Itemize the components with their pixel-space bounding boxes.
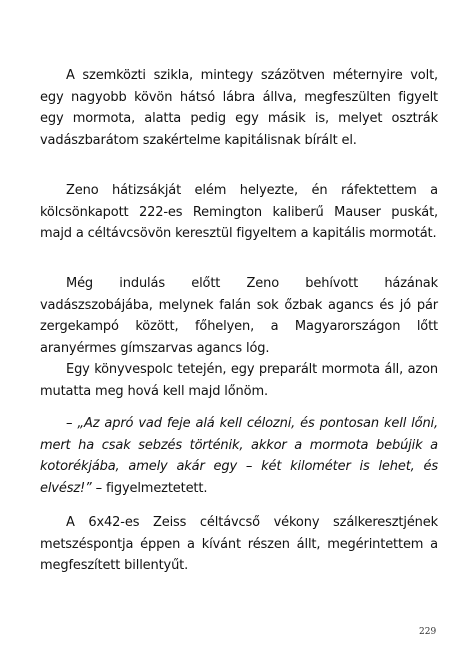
paragraph-1-text [40,65,438,151]
paragraph-5-text: A 6x42-es Zeiss céltávcső vékony szálkeresztjének metszéspontja éppen a kívánt részen állt, megérintettem a megfeszített billentyűt. [40,515,438,574]
paragraph-1 [40,65,438,151]
paragraph-1-line-3: egy mormota, alatta pedig egy másik is, melyet osztrák [40,111,438,127]
page-number: 229 [419,627,437,637]
quote-text: – „Az apró vad feje alá kell célozni, és pontosan kell lőni, mert ha csak sebzés történik, akkor a mormota bebújik a kotorékjába, amely akár egy – két kilométer is lehet, és elvész!” – [40,416,438,496]
paragraph-4-text [40,413,438,499]
paragraph-2 [40,180,438,245]
paragraph-3-text: Még indulás előtt Zeno behívott házának vadászszobájába, melynek falán sok őzbak agancs és jó pár zergekampó között, főhelyen, a Magyarországon lőtt aranyérmes gímszarvas agancs lóg. [40,276,438,356]
paragraph-1-line-1: A szemközti szikla, mintegy százötven méternyire volt, [66,68,438,83]
paragraph-1-line-4: vadászbarátom szakértelme kapitálisnak bírált el. [40,132,357,148]
paragraph-5 [40,512,438,577]
paragraph-1-line-2: egy nagyobb kövön hátsó lábra állva, megfeszülten figyelt [40,89,438,105]
paragraph-3 [40,273,438,403]
paragraph-3b-text: Egy könyvespolc tetején, egy preparált mormota áll, azon mutatta meg hová kell majd lőnöm. [40,362,438,399]
paragraph-4 [40,413,438,499]
paragraph-2-text: Zeno hátizsákját elém helyezte, én ráfektettem a kölcsönkapott 222-es Remington kaliberű Mauser puskát, majd a céltávcsövön keresztül figyeltem a kapitális mormotát. [40,183,438,242]
quote-attribution: figyelmeztetett. [101,480,208,496]
